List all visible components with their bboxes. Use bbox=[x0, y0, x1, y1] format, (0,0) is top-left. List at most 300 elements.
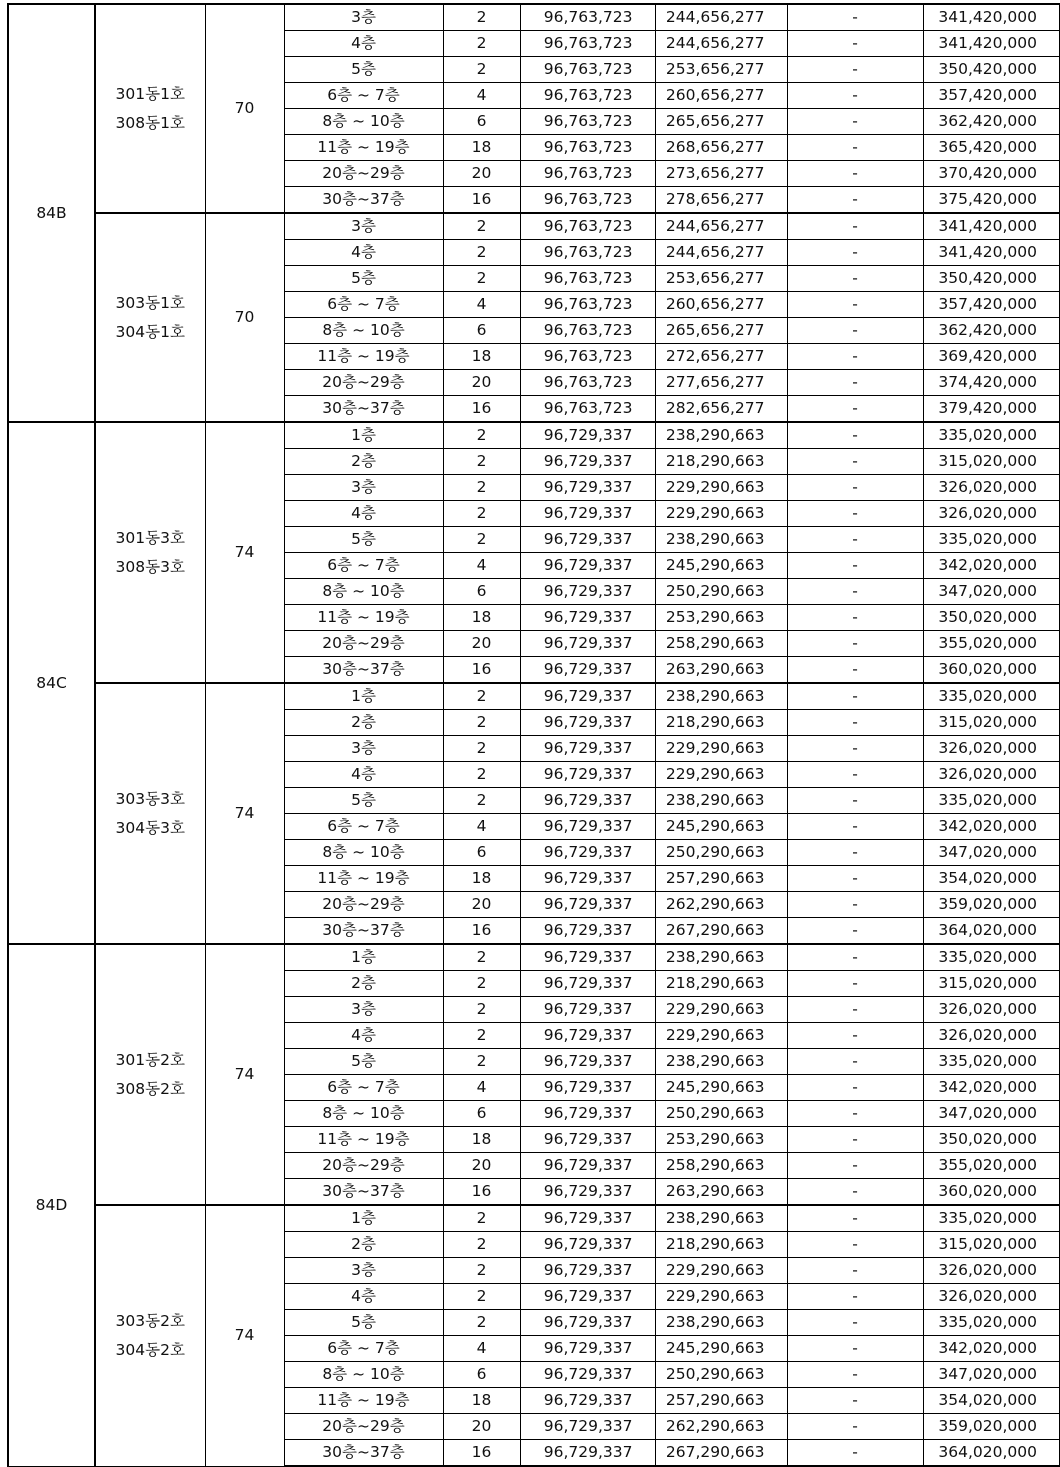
unit-type-cell: 84D bbox=[8, 944, 95, 1466]
units-cell: 6 bbox=[443, 1362, 520, 1388]
building-price-cell: 258,290,663 bbox=[655, 1153, 787, 1179]
total-price-cell: 315,020,000 bbox=[923, 449, 1060, 475]
floor-cell: 6층 ~ 7층 bbox=[284, 553, 443, 579]
building-price-cell: 229,290,663 bbox=[655, 762, 787, 788]
building-price-cell: 263,290,663 bbox=[655, 1179, 787, 1206]
building-price-cell: 238,290,663 bbox=[655, 788, 787, 814]
dong-ho-label: 304동1호 bbox=[115, 322, 185, 341]
units-cell: 2 bbox=[443, 527, 520, 553]
land-price-cell: 96,729,337 bbox=[520, 1205, 655, 1232]
land-price-cell: 96,729,337 bbox=[520, 527, 655, 553]
land-price-cell: 96,729,337 bbox=[520, 475, 655, 501]
total-price-cell: 335,020,000 bbox=[923, 1310, 1060, 1336]
units-cell: 18 bbox=[443, 605, 520, 631]
land-price-cell: 96,763,723 bbox=[520, 83, 655, 109]
land-price-cell: 96,763,723 bbox=[520, 240, 655, 266]
units-cell: 20 bbox=[443, 892, 520, 918]
land-price-cell: 96,729,337 bbox=[520, 1440, 655, 1467]
land-price-cell: 96,729,337 bbox=[520, 1101, 655, 1127]
floor-cell: 1층 bbox=[284, 1205, 443, 1232]
building-price-cell: 229,290,663 bbox=[655, 501, 787, 527]
floor-cell: 11층 ~ 19층 bbox=[284, 605, 443, 631]
total-price-cell: 315,020,000 bbox=[923, 1232, 1060, 1258]
total-price-cell: 347,020,000 bbox=[923, 1101, 1060, 1127]
land-price-cell: 96,763,723 bbox=[520, 57, 655, 83]
floor-cell: 4층 bbox=[284, 240, 443, 266]
floor-cell: 4층 bbox=[284, 1284, 443, 1310]
land-price-cell: 96,729,337 bbox=[520, 1023, 655, 1049]
land-price-cell: 96,763,723 bbox=[520, 161, 655, 187]
land-price-cell: 96,729,337 bbox=[520, 1258, 655, 1284]
units-cell: 6 bbox=[443, 109, 520, 135]
floor-cell: 4층 bbox=[284, 1023, 443, 1049]
land-price-cell: 96,729,337 bbox=[520, 605, 655, 631]
building-price-cell: 265,656,277 bbox=[655, 109, 787, 135]
total-price-cell: 335,020,000 bbox=[923, 788, 1060, 814]
vat-cell: - bbox=[787, 605, 923, 631]
land-price-cell: 96,729,337 bbox=[520, 918, 655, 945]
vat-cell: - bbox=[787, 736, 923, 762]
dong-ho-label: 303동3호 bbox=[115, 789, 185, 808]
units-cell: 20 bbox=[443, 631, 520, 657]
building-price-cell: 229,290,663 bbox=[655, 1284, 787, 1310]
land-price-cell: 96,729,337 bbox=[520, 788, 655, 814]
floor-cell: 6층 ~ 7층 bbox=[284, 83, 443, 109]
total-price-cell: 315,020,000 bbox=[923, 971, 1060, 997]
units-cell: 4 bbox=[443, 292, 520, 318]
land-price-cell: 96,763,723 bbox=[520, 370, 655, 396]
unit-type-cell: 84B bbox=[8, 4, 95, 422]
units-cell: 16 bbox=[443, 1179, 520, 1206]
total-price-cell: 369,420,000 bbox=[923, 344, 1060, 370]
floor-cell: 1층 bbox=[284, 422, 443, 449]
vat-cell: - bbox=[787, 318, 923, 344]
vat-cell: - bbox=[787, 631, 923, 657]
vat-cell: - bbox=[787, 997, 923, 1023]
dong-ho-cell bbox=[95, 213, 205, 422]
land-price-cell: 96,729,337 bbox=[520, 892, 655, 918]
vat-cell: - bbox=[787, 814, 923, 840]
units-cell: 2 bbox=[443, 788, 520, 814]
floor-cell: 8층 ~ 10층 bbox=[284, 840, 443, 866]
table-row bbox=[8, 683, 1060, 710]
vat-cell: - bbox=[787, 1258, 923, 1284]
units-cell: 2 bbox=[443, 266, 520, 292]
land-price-cell: 96,729,337 bbox=[520, 866, 655, 892]
land-price-cell: 96,763,723 bbox=[520, 396, 655, 423]
land-price-cell: 96,729,337 bbox=[520, 1127, 655, 1153]
floor-cell: 20층~29층 bbox=[284, 1153, 443, 1179]
land-price-cell: 96,729,337 bbox=[520, 814, 655, 840]
building-price-cell: 238,290,663 bbox=[655, 1049, 787, 1075]
units-cell: 2 bbox=[443, 449, 520, 475]
land-price-cell: 96,729,337 bbox=[520, 501, 655, 527]
building-price-cell: 265,656,277 bbox=[655, 318, 787, 344]
land-price-cell: 96,763,723 bbox=[520, 135, 655, 161]
dong-ho-label: 304동3호 bbox=[115, 818, 185, 837]
building-price-cell: 229,290,663 bbox=[655, 997, 787, 1023]
units-cell: 20 bbox=[443, 161, 520, 187]
building-price-cell: 250,290,663 bbox=[655, 579, 787, 605]
floor-cell: 11층 ~ 19층 bbox=[284, 866, 443, 892]
vat-cell: - bbox=[787, 710, 923, 736]
vat-cell: - bbox=[787, 918, 923, 945]
vat-cell: - bbox=[787, 1232, 923, 1258]
building-price-cell: 218,290,663 bbox=[655, 710, 787, 736]
area-cell: 74 bbox=[205, 422, 284, 683]
area-cell: 74 bbox=[205, 1205, 284, 1466]
units-cell: 2 bbox=[443, 1310, 520, 1336]
floor-cell: 3층 bbox=[284, 1258, 443, 1284]
building-price-cell: 257,290,663 bbox=[655, 866, 787, 892]
building-price-cell: 238,290,663 bbox=[655, 527, 787, 553]
floor-cell: 4층 bbox=[284, 762, 443, 788]
units-cell: 4 bbox=[443, 83, 520, 109]
total-price-cell: 341,420,000 bbox=[923, 213, 1060, 240]
vat-cell: - bbox=[787, 161, 923, 187]
land-price-cell: 96,729,337 bbox=[520, 710, 655, 736]
floor-cell: 2층 bbox=[284, 710, 443, 736]
floor-cell: 11층 ~ 19층 bbox=[284, 1388, 443, 1414]
land-price-cell: 96,729,337 bbox=[520, 840, 655, 866]
units-cell: 18 bbox=[443, 1127, 520, 1153]
total-price-cell: 360,020,000 bbox=[923, 1179, 1060, 1206]
units-cell: 6 bbox=[443, 1101, 520, 1127]
dong-ho-label: 301동2호 bbox=[115, 1050, 185, 1069]
total-price-cell: 359,020,000 bbox=[923, 892, 1060, 918]
vat-cell: - bbox=[787, 4, 923, 31]
units-cell: 4 bbox=[443, 814, 520, 840]
total-price-cell: 347,020,000 bbox=[923, 840, 1060, 866]
total-price-cell: 355,020,000 bbox=[923, 631, 1060, 657]
building-price-cell: 244,656,277 bbox=[655, 213, 787, 240]
vat-cell: - bbox=[787, 213, 923, 240]
total-price-cell: 362,420,000 bbox=[923, 318, 1060, 344]
floor-cell: 30층~37층 bbox=[284, 1440, 443, 1467]
total-price-cell: 342,020,000 bbox=[923, 1075, 1060, 1101]
land-price-cell: 96,763,723 bbox=[520, 213, 655, 240]
building-price-cell: 268,656,277 bbox=[655, 135, 787, 161]
building-price-cell: 229,290,663 bbox=[655, 736, 787, 762]
building-price-cell: 257,290,663 bbox=[655, 1388, 787, 1414]
land-price-cell: 96,729,337 bbox=[520, 736, 655, 762]
land-price-cell: 96,763,723 bbox=[520, 344, 655, 370]
dong-ho-cell bbox=[95, 944, 205, 1205]
units-cell: 2 bbox=[443, 971, 520, 997]
vat-cell: - bbox=[787, 788, 923, 814]
total-price-cell: 357,420,000 bbox=[923, 292, 1060, 318]
land-price-cell: 96,763,723 bbox=[520, 266, 655, 292]
building-price-cell: 253,656,277 bbox=[655, 266, 787, 292]
table-row bbox=[8, 4, 1060, 31]
building-price-cell: 244,656,277 bbox=[655, 31, 787, 57]
unit-type-cell: 84C bbox=[8, 422, 95, 944]
dong-ho-cell bbox=[95, 1205, 205, 1466]
floor-cell: 1층 bbox=[284, 683, 443, 710]
vat-cell: - bbox=[787, 553, 923, 579]
vat-cell: - bbox=[787, 31, 923, 57]
land-price-cell: 96,729,337 bbox=[520, 422, 655, 449]
floor-cell: 20층~29층 bbox=[284, 631, 443, 657]
floor-cell: 6층 ~ 7층 bbox=[284, 814, 443, 840]
units-cell: 16 bbox=[443, 187, 520, 214]
units-cell: 20 bbox=[443, 370, 520, 396]
total-price-cell: 326,020,000 bbox=[923, 1023, 1060, 1049]
units-cell: 2 bbox=[443, 31, 520, 57]
units-cell: 2 bbox=[443, 1023, 520, 1049]
units-cell: 2 bbox=[443, 240, 520, 266]
building-price-cell: 253,290,663 bbox=[655, 1127, 787, 1153]
building-price-cell: 250,290,663 bbox=[655, 840, 787, 866]
land-price-cell: 96,729,337 bbox=[520, 1179, 655, 1206]
vat-cell: - bbox=[787, 1023, 923, 1049]
land-price-cell: 96,763,723 bbox=[520, 4, 655, 31]
table-row bbox=[8, 944, 1060, 971]
land-price-cell: 96,729,337 bbox=[520, 1388, 655, 1414]
building-price-cell: 260,656,277 bbox=[655, 292, 787, 318]
land-price-cell: 96,729,337 bbox=[520, 1362, 655, 1388]
floor-cell: 30층~37층 bbox=[284, 918, 443, 945]
building-price-cell: 245,290,663 bbox=[655, 1075, 787, 1101]
land-price-cell: 96,729,337 bbox=[520, 631, 655, 657]
units-cell: 2 bbox=[443, 1049, 520, 1075]
vat-cell: - bbox=[787, 971, 923, 997]
total-price-cell: 357,420,000 bbox=[923, 83, 1060, 109]
total-price-cell: 326,020,000 bbox=[923, 736, 1060, 762]
building-price-cell: 218,290,663 bbox=[655, 449, 787, 475]
total-price-cell: 315,020,000 bbox=[923, 710, 1060, 736]
units-cell: 2 bbox=[443, 997, 520, 1023]
floor-cell: 20층~29층 bbox=[284, 161, 443, 187]
floor-cell: 3층 bbox=[284, 736, 443, 762]
units-cell: 2 bbox=[443, 213, 520, 240]
total-price-cell: 341,420,000 bbox=[923, 240, 1060, 266]
building-price-cell: 267,290,663 bbox=[655, 1440, 787, 1467]
vat-cell: - bbox=[787, 1440, 923, 1467]
floor-cell: 8층 ~ 10층 bbox=[284, 109, 443, 135]
building-price-cell: 258,290,663 bbox=[655, 631, 787, 657]
vat-cell: - bbox=[787, 187, 923, 214]
land-price-cell: 96,729,337 bbox=[520, 971, 655, 997]
building-price-cell: 260,656,277 bbox=[655, 83, 787, 109]
floor-cell: 5층 bbox=[284, 57, 443, 83]
vat-cell: - bbox=[787, 1284, 923, 1310]
units-cell: 2 bbox=[443, 736, 520, 762]
units-cell: 16 bbox=[443, 918, 520, 945]
building-price-cell: 238,290,663 bbox=[655, 422, 787, 449]
vat-cell: - bbox=[787, 1414, 923, 1440]
total-price-cell: 342,020,000 bbox=[923, 814, 1060, 840]
vat-cell: - bbox=[787, 1388, 923, 1414]
vat-cell: - bbox=[787, 1049, 923, 1075]
land-price-cell: 96,729,337 bbox=[520, 1284, 655, 1310]
building-price-cell: 272,656,277 bbox=[655, 344, 787, 370]
building-price-cell: 245,290,663 bbox=[655, 1336, 787, 1362]
building-price-cell: 250,290,663 bbox=[655, 1101, 787, 1127]
total-price-cell: 350,020,000 bbox=[923, 1127, 1060, 1153]
area-cell: 70 bbox=[205, 4, 284, 213]
floor-cell: 8층 ~ 10층 bbox=[284, 318, 443, 344]
land-price-cell: 96,729,337 bbox=[520, 1049, 655, 1075]
units-cell: 16 bbox=[443, 657, 520, 684]
units-cell: 18 bbox=[443, 344, 520, 370]
total-price-cell: 326,020,000 bbox=[923, 762, 1060, 788]
units-cell: 4 bbox=[443, 553, 520, 579]
price-table bbox=[7, 3, 1060, 1467]
land-price-cell: 96,729,337 bbox=[520, 1414, 655, 1440]
floor-cell: 11층 ~ 19층 bbox=[284, 1127, 443, 1153]
area-cell: 74 bbox=[205, 944, 284, 1205]
vat-cell: - bbox=[787, 1153, 923, 1179]
building-price-cell: 238,290,663 bbox=[655, 944, 787, 971]
price-table-body bbox=[8, 4, 1060, 1466]
dong-ho-cell bbox=[95, 4, 205, 213]
total-price-cell: 335,020,000 bbox=[923, 422, 1060, 449]
floor-cell: 11층 ~ 19층 bbox=[284, 344, 443, 370]
floor-cell: 3층 bbox=[284, 997, 443, 1023]
land-price-cell: 96,729,337 bbox=[520, 1232, 655, 1258]
total-price-cell: 350,420,000 bbox=[923, 57, 1060, 83]
vat-cell: - bbox=[787, 840, 923, 866]
building-price-cell: 238,290,663 bbox=[655, 1310, 787, 1336]
vat-cell: - bbox=[787, 422, 923, 449]
units-cell: 2 bbox=[443, 422, 520, 449]
building-price-cell: 267,290,663 bbox=[655, 918, 787, 945]
floor-cell: 5층 bbox=[284, 1049, 443, 1075]
land-price-cell: 96,729,337 bbox=[520, 579, 655, 605]
floor-cell: 5층 bbox=[284, 266, 443, 292]
total-price-cell: 335,020,000 bbox=[923, 527, 1060, 553]
units-cell: 2 bbox=[443, 710, 520, 736]
total-price-cell: 335,020,000 bbox=[923, 1049, 1060, 1075]
total-price-cell: 335,020,000 bbox=[923, 683, 1060, 710]
vat-cell: - bbox=[787, 344, 923, 370]
building-price-cell: 253,290,663 bbox=[655, 605, 787, 631]
floor-cell: 8층 ~ 10층 bbox=[284, 579, 443, 605]
total-price-cell: 374,420,000 bbox=[923, 370, 1060, 396]
units-cell: 6 bbox=[443, 579, 520, 605]
building-price-cell: 238,290,663 bbox=[655, 1205, 787, 1232]
dong-ho-label: 303동1호 bbox=[115, 293, 185, 312]
vat-cell: - bbox=[787, 266, 923, 292]
vat-cell: - bbox=[787, 892, 923, 918]
dong-ho-cell bbox=[95, 683, 205, 944]
total-price-cell: 379,420,000 bbox=[923, 396, 1060, 423]
units-cell: 2 bbox=[443, 1205, 520, 1232]
building-price-cell: 218,290,663 bbox=[655, 1232, 787, 1258]
vat-cell: - bbox=[787, 1127, 923, 1153]
total-price-cell: 347,020,000 bbox=[923, 579, 1060, 605]
vat-cell: - bbox=[787, 396, 923, 423]
land-price-cell: 96,763,723 bbox=[520, 187, 655, 214]
units-cell: 4 bbox=[443, 1075, 520, 1101]
vat-cell: - bbox=[787, 944, 923, 971]
floor-cell: 30층~37층 bbox=[284, 1179, 443, 1206]
total-price-cell: 326,020,000 bbox=[923, 475, 1060, 501]
land-price-cell: 96,729,337 bbox=[520, 997, 655, 1023]
land-price-cell: 96,729,337 bbox=[520, 1153, 655, 1179]
land-price-cell: 96,729,337 bbox=[520, 553, 655, 579]
total-price-cell: 355,020,000 bbox=[923, 1153, 1060, 1179]
total-price-cell: 335,020,000 bbox=[923, 1205, 1060, 1232]
floor-cell: 20층~29층 bbox=[284, 370, 443, 396]
total-price-cell: 341,420,000 bbox=[923, 31, 1060, 57]
vat-cell: - bbox=[787, 475, 923, 501]
table-row bbox=[8, 1205, 1060, 1232]
vat-cell: - bbox=[787, 1310, 923, 1336]
units-cell: 4 bbox=[443, 1336, 520, 1362]
units-cell: 20 bbox=[443, 1153, 520, 1179]
vat-cell: - bbox=[787, 579, 923, 605]
vat-cell: - bbox=[787, 370, 923, 396]
building-price-cell: 244,656,277 bbox=[655, 240, 787, 266]
floor-cell: 3층 bbox=[284, 4, 443, 31]
total-price-cell: 360,020,000 bbox=[923, 657, 1060, 684]
total-price-cell: 347,020,000 bbox=[923, 1362, 1060, 1388]
floor-cell: 4층 bbox=[284, 31, 443, 57]
total-price-cell: 370,420,000 bbox=[923, 161, 1060, 187]
units-cell: 2 bbox=[443, 57, 520, 83]
floor-cell: 3층 bbox=[284, 213, 443, 240]
dong-ho-label: 303동2호 bbox=[115, 1311, 185, 1330]
building-price-cell: 244,656,277 bbox=[655, 4, 787, 31]
building-price-cell: 229,290,663 bbox=[655, 475, 787, 501]
vat-cell: - bbox=[787, 762, 923, 788]
vat-cell: - bbox=[787, 683, 923, 710]
total-price-cell: 359,020,000 bbox=[923, 1414, 1060, 1440]
vat-cell: - bbox=[787, 501, 923, 527]
units-cell: 2 bbox=[443, 683, 520, 710]
vat-cell: - bbox=[787, 83, 923, 109]
floor-cell: 20층~29층 bbox=[284, 892, 443, 918]
land-price-cell: 96,763,723 bbox=[520, 292, 655, 318]
vat-cell: - bbox=[787, 1179, 923, 1206]
building-price-cell: 277,656,277 bbox=[655, 370, 787, 396]
floor-cell: 8층 ~ 10층 bbox=[284, 1362, 443, 1388]
vat-cell: - bbox=[787, 449, 923, 475]
building-price-cell: 245,290,663 bbox=[655, 814, 787, 840]
building-price-cell: 278,656,277 bbox=[655, 187, 787, 214]
floor-cell: 2층 bbox=[284, 449, 443, 475]
floor-cell: 20층~29층 bbox=[284, 1414, 443, 1440]
total-price-cell: 375,420,000 bbox=[923, 187, 1060, 214]
floor-cell: 11층 ~ 19층 bbox=[284, 135, 443, 161]
floor-cell: 6층 ~ 7층 bbox=[284, 1075, 443, 1101]
total-price-cell: 362,420,000 bbox=[923, 109, 1060, 135]
units-cell: 16 bbox=[443, 396, 520, 423]
vat-cell: - bbox=[787, 109, 923, 135]
total-price-cell: 326,020,000 bbox=[923, 1258, 1060, 1284]
vat-cell: - bbox=[787, 1336, 923, 1362]
building-price-cell: 238,290,663 bbox=[655, 683, 787, 710]
units-cell: 16 bbox=[443, 1440, 520, 1467]
units-cell: 18 bbox=[443, 135, 520, 161]
total-price-cell: 341,420,000 bbox=[923, 4, 1060, 31]
total-price-cell: 364,020,000 bbox=[923, 918, 1060, 945]
floor-cell: 30층~37층 bbox=[284, 657, 443, 684]
units-cell: 2 bbox=[443, 762, 520, 788]
building-price-cell: 262,290,663 bbox=[655, 1414, 787, 1440]
floor-cell: 2층 bbox=[284, 1232, 443, 1258]
total-price-cell: 326,020,000 bbox=[923, 997, 1060, 1023]
land-price-cell: 96,729,337 bbox=[520, 449, 655, 475]
floor-cell: 5층 bbox=[284, 1310, 443, 1336]
floor-cell: 4층 bbox=[284, 501, 443, 527]
dong-ho-label: 308동1호 bbox=[115, 113, 185, 132]
building-price-cell: 262,290,663 bbox=[655, 892, 787, 918]
total-price-cell: 326,020,000 bbox=[923, 1284, 1060, 1310]
units-cell: 20 bbox=[443, 1414, 520, 1440]
